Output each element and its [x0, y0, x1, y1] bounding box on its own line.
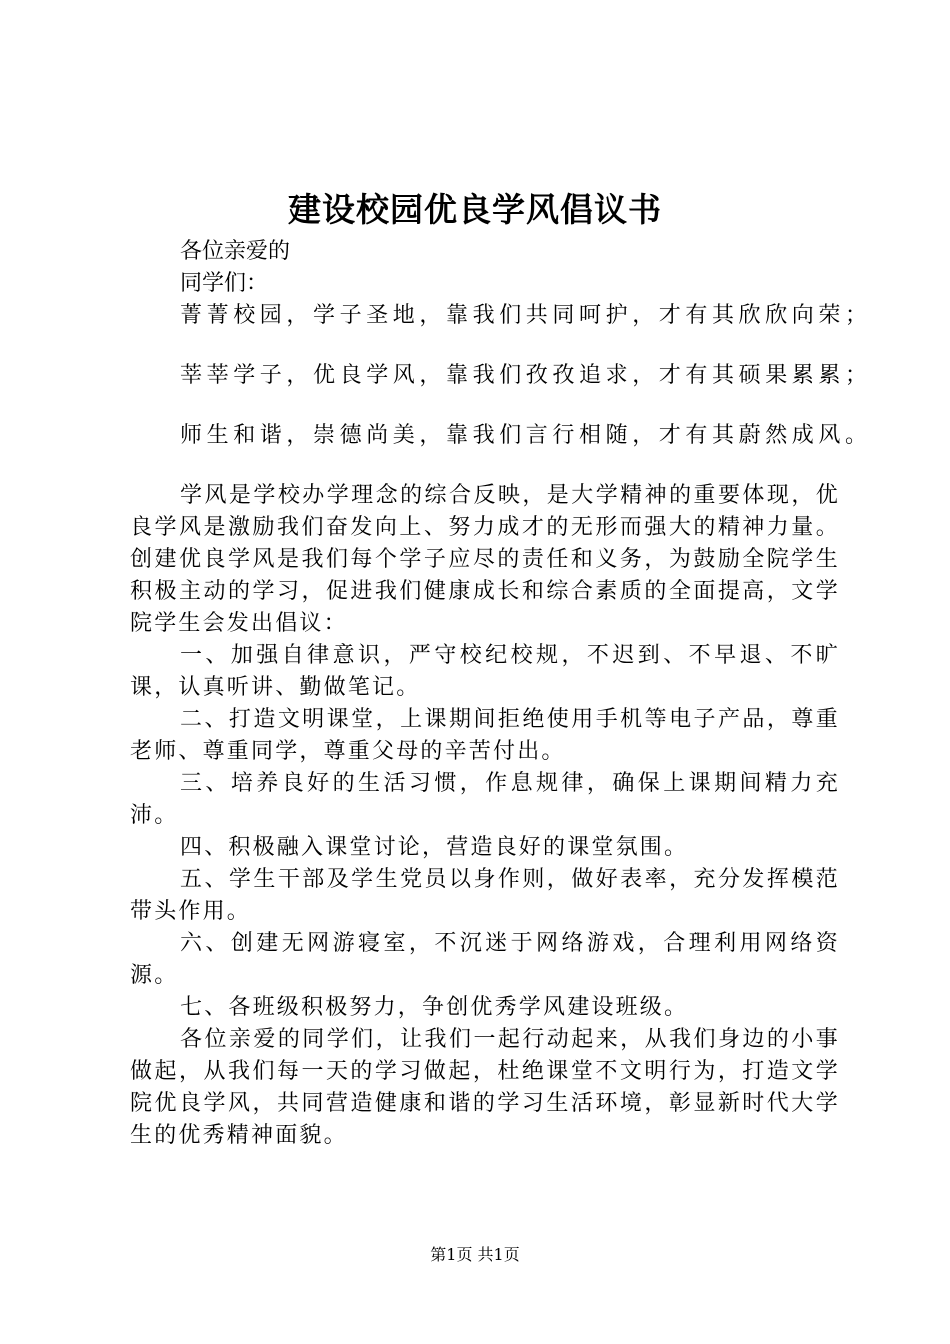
verse-1: 菁菁校园，学子圣地，靠我们共同呵护，才有其欣欣向荣； — [180, 303, 872, 328]
proposal-item-4: 四、积极融入课堂讨论，营造良好的课堂氛围。 — [180, 835, 689, 860]
proposal-item-1: 一、加强自律意识，严守校纪校规，不迟到、不早退、不旷课，认真听讲、勤做笔记。 — [130, 643, 840, 700]
intro-paragraph: 学风是学校办学理念的综合反映，是大学精神的重要体现，优良学风是激励我们奋发向上、努力成才的无形而强大的精神力量。创建优良学风是我们每个学子应尽的责任和义务，为鼓励全院学生积极主动的学习，促进我们健康成长和综合素质的全面提高，文学院学生会发出倡议： — [130, 483, 840, 636]
page-footer: 第1页 共1页 — [430, 1245, 520, 1264]
verse-3: 师生和谐，崇德尚美，靠我们言行相随，才有其蔚然成风。 — [180, 423, 872, 448]
proposal-item-6: 六、创建无网游寝室，不沉迷于网络游戏，合理利用网络资源。 — [130, 931, 840, 988]
verse-2: 莘莘学子，优良学风，靠我们孜孜追求，才有其硕果累累； — [180, 363, 872, 388]
proposal-item-5: 五、学生干部及学生党员以身作则，做好表率，充分发挥模范带头作用。 — [130, 867, 840, 924]
document-title: 建设校园优良学风倡议书 — [288, 190, 662, 229]
proposal-item-7: 七、各班级积极努力，争创优秀学风建设班级。 — [180, 995, 689, 1020]
closing-paragraph: 各位亲爱的同学们，让我们一起行动起来，从我们身边的小事做起，从我们每一天的学习做起，杜绝课堂不文明行为，打造文学院优良学风，共同营造健康和谐的学习生活环境，彰显新时代大学生的优秀精神面貌。 — [130, 1027, 840, 1148]
salutation-line-2: 同学们： — [180, 271, 269, 296]
salutation-line-1: 各位亲爱的 — [180, 239, 291, 264]
proposal-item-3: 三、培养良好的生活习惯，作息规律，确保上课期间精力充沛。 — [130, 771, 840, 828]
document-body — [130, 236, 872, 1152]
proposal-item-2: 二、打造文明课堂，上课期间拒绝使用手机等电子产品，尊重老师、尊重同学，尊重父母的辛苦付出。 — [130, 707, 840, 764]
